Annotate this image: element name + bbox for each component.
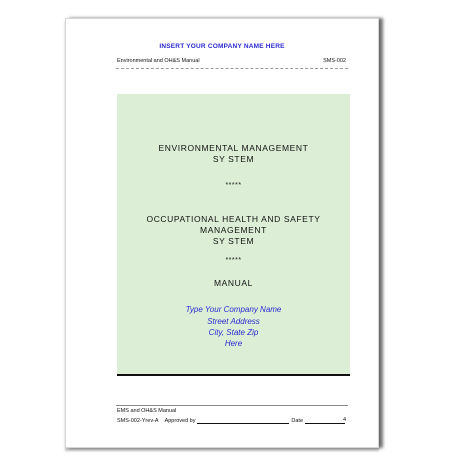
cover-manual-label: MANUAL — [213, 278, 254, 288]
footer-doc-ref: SMS-002-Yrev-A — [117, 418, 159, 424]
cover-ohs-line1: OCCUPATIONAL HEALTH AND SAFETY — [146, 214, 321, 224]
header-doc-title: Environmental and OH&S Manual — [117, 58, 200, 64]
cover-ohs-line3: SY STEM — [212, 236, 255, 246]
header-divider — [116, 68, 348, 69]
footer-divider — [116, 405, 348, 406]
footer-approval-line — [117, 417, 347, 424]
cover-title-line2: SY STEM — [212, 154, 255, 164]
document-page — [65, 18, 379, 448]
approved-by-blank[interactable] — [197, 417, 289, 424]
header-doc-code: SMS-002 — [323, 58, 346, 64]
company-name-placeholder: INSERT YOUR COMPANY NAME HERE — [159, 43, 285, 50]
cover-title-line1: ENVIRONMENTAL MANAGEMENT — [158, 143, 309, 153]
footer-date-label: Date — [291, 418, 304, 424]
page-number: 4 — [342, 417, 346, 423]
address-here: Here — [224, 339, 243, 348]
footer-approved-label: Approved by — [164, 418, 196, 424]
cover-separator-2: ***** — [225, 257, 242, 264]
footer-manual-title: EMS and OH&S Manual — [117, 408, 177, 414]
cover-box — [117, 94, 350, 376]
date-blank[interactable] — [305, 417, 345, 424]
address-company-name: Type Your Company Name — [185, 305, 282, 314]
address-city-state-zip: City, State Zip — [208, 328, 259, 337]
address-street: Street Address — [207, 317, 260, 326]
cover-ohs-line2: MANAGEMENT — [200, 225, 267, 235]
cover-separator-1: ***** — [225, 182, 242, 189]
